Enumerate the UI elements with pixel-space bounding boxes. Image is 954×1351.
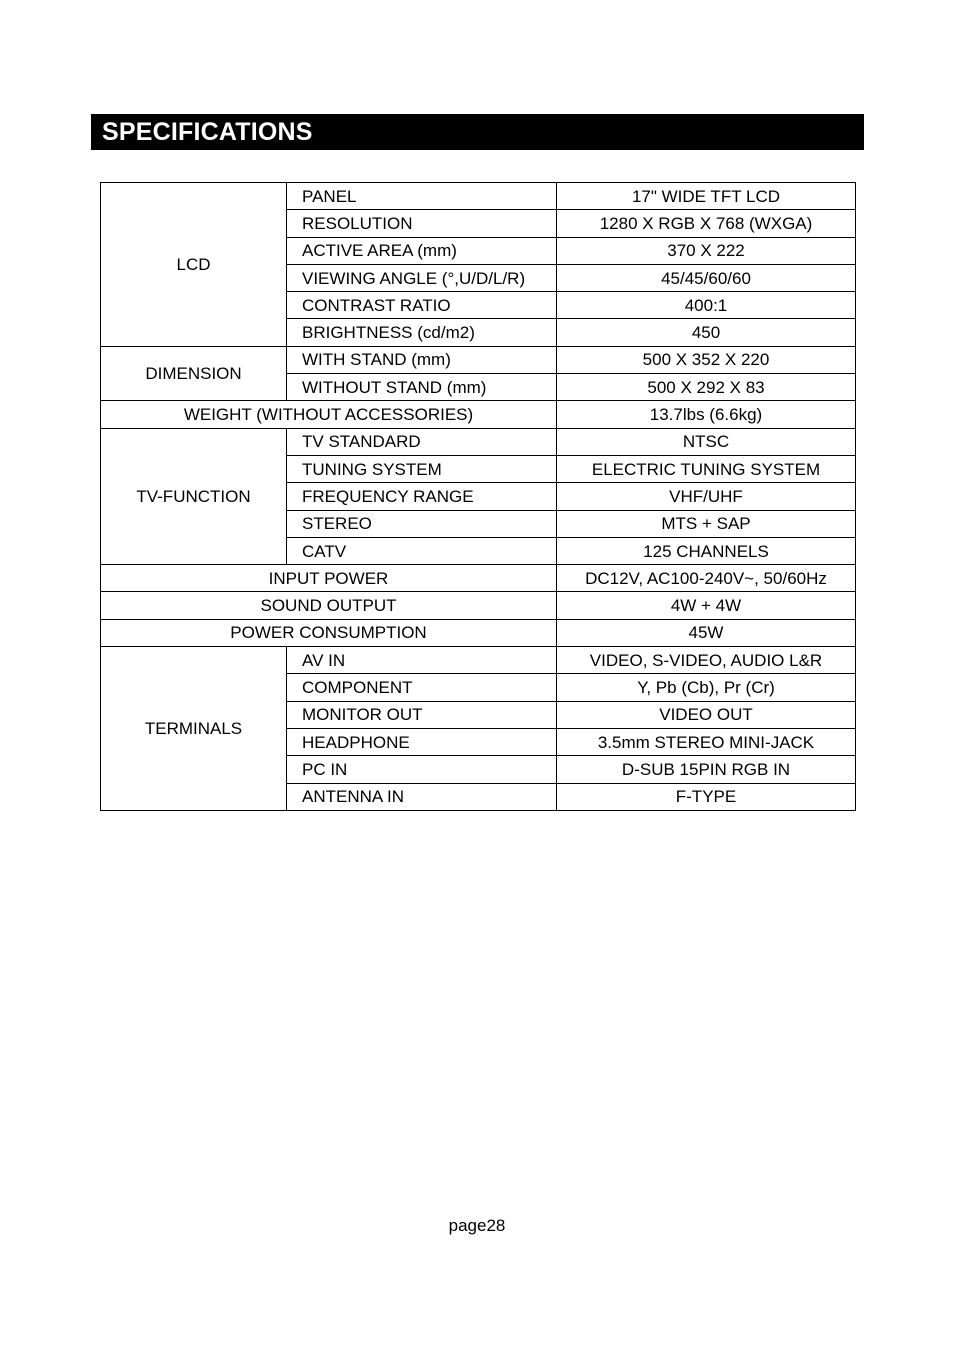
spec-value: D-SUB 15PIN RGB IN (557, 756, 856, 783)
spec-value: 45/45/60/60 (557, 264, 856, 291)
spec-label: WITHOUT STAND (mm) (287, 374, 557, 401)
spec-value: 400:1 (557, 292, 856, 319)
spec-label: AV IN (287, 647, 557, 674)
specifications-table (100, 182, 856, 811)
spec-value: MTS + SAP (557, 510, 856, 537)
category-lcd: LCD (101, 183, 287, 347)
spec-label: ANTENNA IN (287, 783, 557, 810)
spec-label: CATV (287, 537, 557, 564)
spec-value: ELECTRIC TUNING SYSTEM (557, 455, 856, 482)
table-row (101, 346, 856, 373)
spec-value: 500 X 292 X 83 (557, 374, 856, 401)
spec-label: BRIGHTNESS (cd/m2) (287, 319, 557, 346)
table-row (101, 619, 856, 646)
spec-label: TV STANDARD (287, 428, 557, 455)
page-number: page28 (448, 1216, 506, 1235)
category-terminals: TERMINALS (101, 647, 287, 811)
category-dimension: DIMENSION (101, 346, 287, 401)
spec-value: 370 X 222 (557, 237, 856, 264)
spec-label: PANEL (287, 183, 557, 210)
spec-value: 13.7lbs (6.6kg) (557, 401, 856, 428)
spec-value: 45W (557, 619, 856, 646)
spec-label: PC IN (287, 756, 557, 783)
spec-label-weight: WEIGHT (WITHOUT ACCESSORIES) (101, 401, 557, 428)
spec-value: 125 CHANNELS (557, 537, 856, 564)
table-row (101, 647, 856, 674)
page-title: SPECIFICATIONS (102, 118, 313, 146)
spec-label: WITH STAND (mm) (287, 346, 557, 373)
table-row (101, 401, 856, 428)
table-row (101, 592, 856, 619)
spec-value: NTSC (557, 428, 856, 455)
spec-label-sound-output: SOUND OUTPUT (101, 592, 557, 619)
spec-label: TUNING SYSTEM (287, 455, 557, 482)
spec-value: 1280 X RGB X 768 (WXGA) (557, 210, 856, 237)
spec-label: HEADPHONE (287, 728, 557, 755)
table-row (101, 183, 856, 210)
spec-value: Y, Pb (Cb), Pr (Cr) (557, 674, 856, 701)
spec-label-power-consumption: POWER CONSUMPTION (101, 619, 557, 646)
spec-label: CONTRAST RATIO (287, 292, 557, 319)
spec-label: ACTIVE AREA (mm) (287, 237, 557, 264)
spec-value: 17" WIDE TFT LCD (557, 183, 856, 210)
spec-value: 450 (557, 319, 856, 346)
table-row (101, 565, 856, 592)
spec-value: VIDEO, S-VIDEO, AUDIO L&R (557, 647, 856, 674)
spec-value: VIDEO OUT (557, 701, 856, 728)
section-title-bar (91, 114, 864, 150)
table-row (101, 428, 856, 455)
spec-value: VHF/UHF (557, 483, 856, 510)
spec-value: 4W + 4W (557, 592, 856, 619)
spec-label: FREQUENCY RANGE (287, 483, 557, 510)
spec-value: 500 X 352 X 220 (557, 346, 856, 373)
category-tv-function: TV-FUNCTION (101, 428, 287, 564)
spec-label: VIEWING ANGLE (°,U/D/L/R) (287, 264, 557, 291)
spec-value: DC12V, AC100-240V~, 50/60Hz (557, 565, 856, 592)
spec-value: 3.5mm STEREO MINI-JACK (557, 728, 856, 755)
spec-label: RESOLUTION (287, 210, 557, 237)
spec-label-input-power: INPUT POWER (101, 565, 557, 592)
spec-label: STEREO (287, 510, 557, 537)
spec-label: COMPONENT (287, 674, 557, 701)
spec-label: MONITOR OUT (287, 701, 557, 728)
spec-value: F-TYPE (557, 783, 856, 810)
